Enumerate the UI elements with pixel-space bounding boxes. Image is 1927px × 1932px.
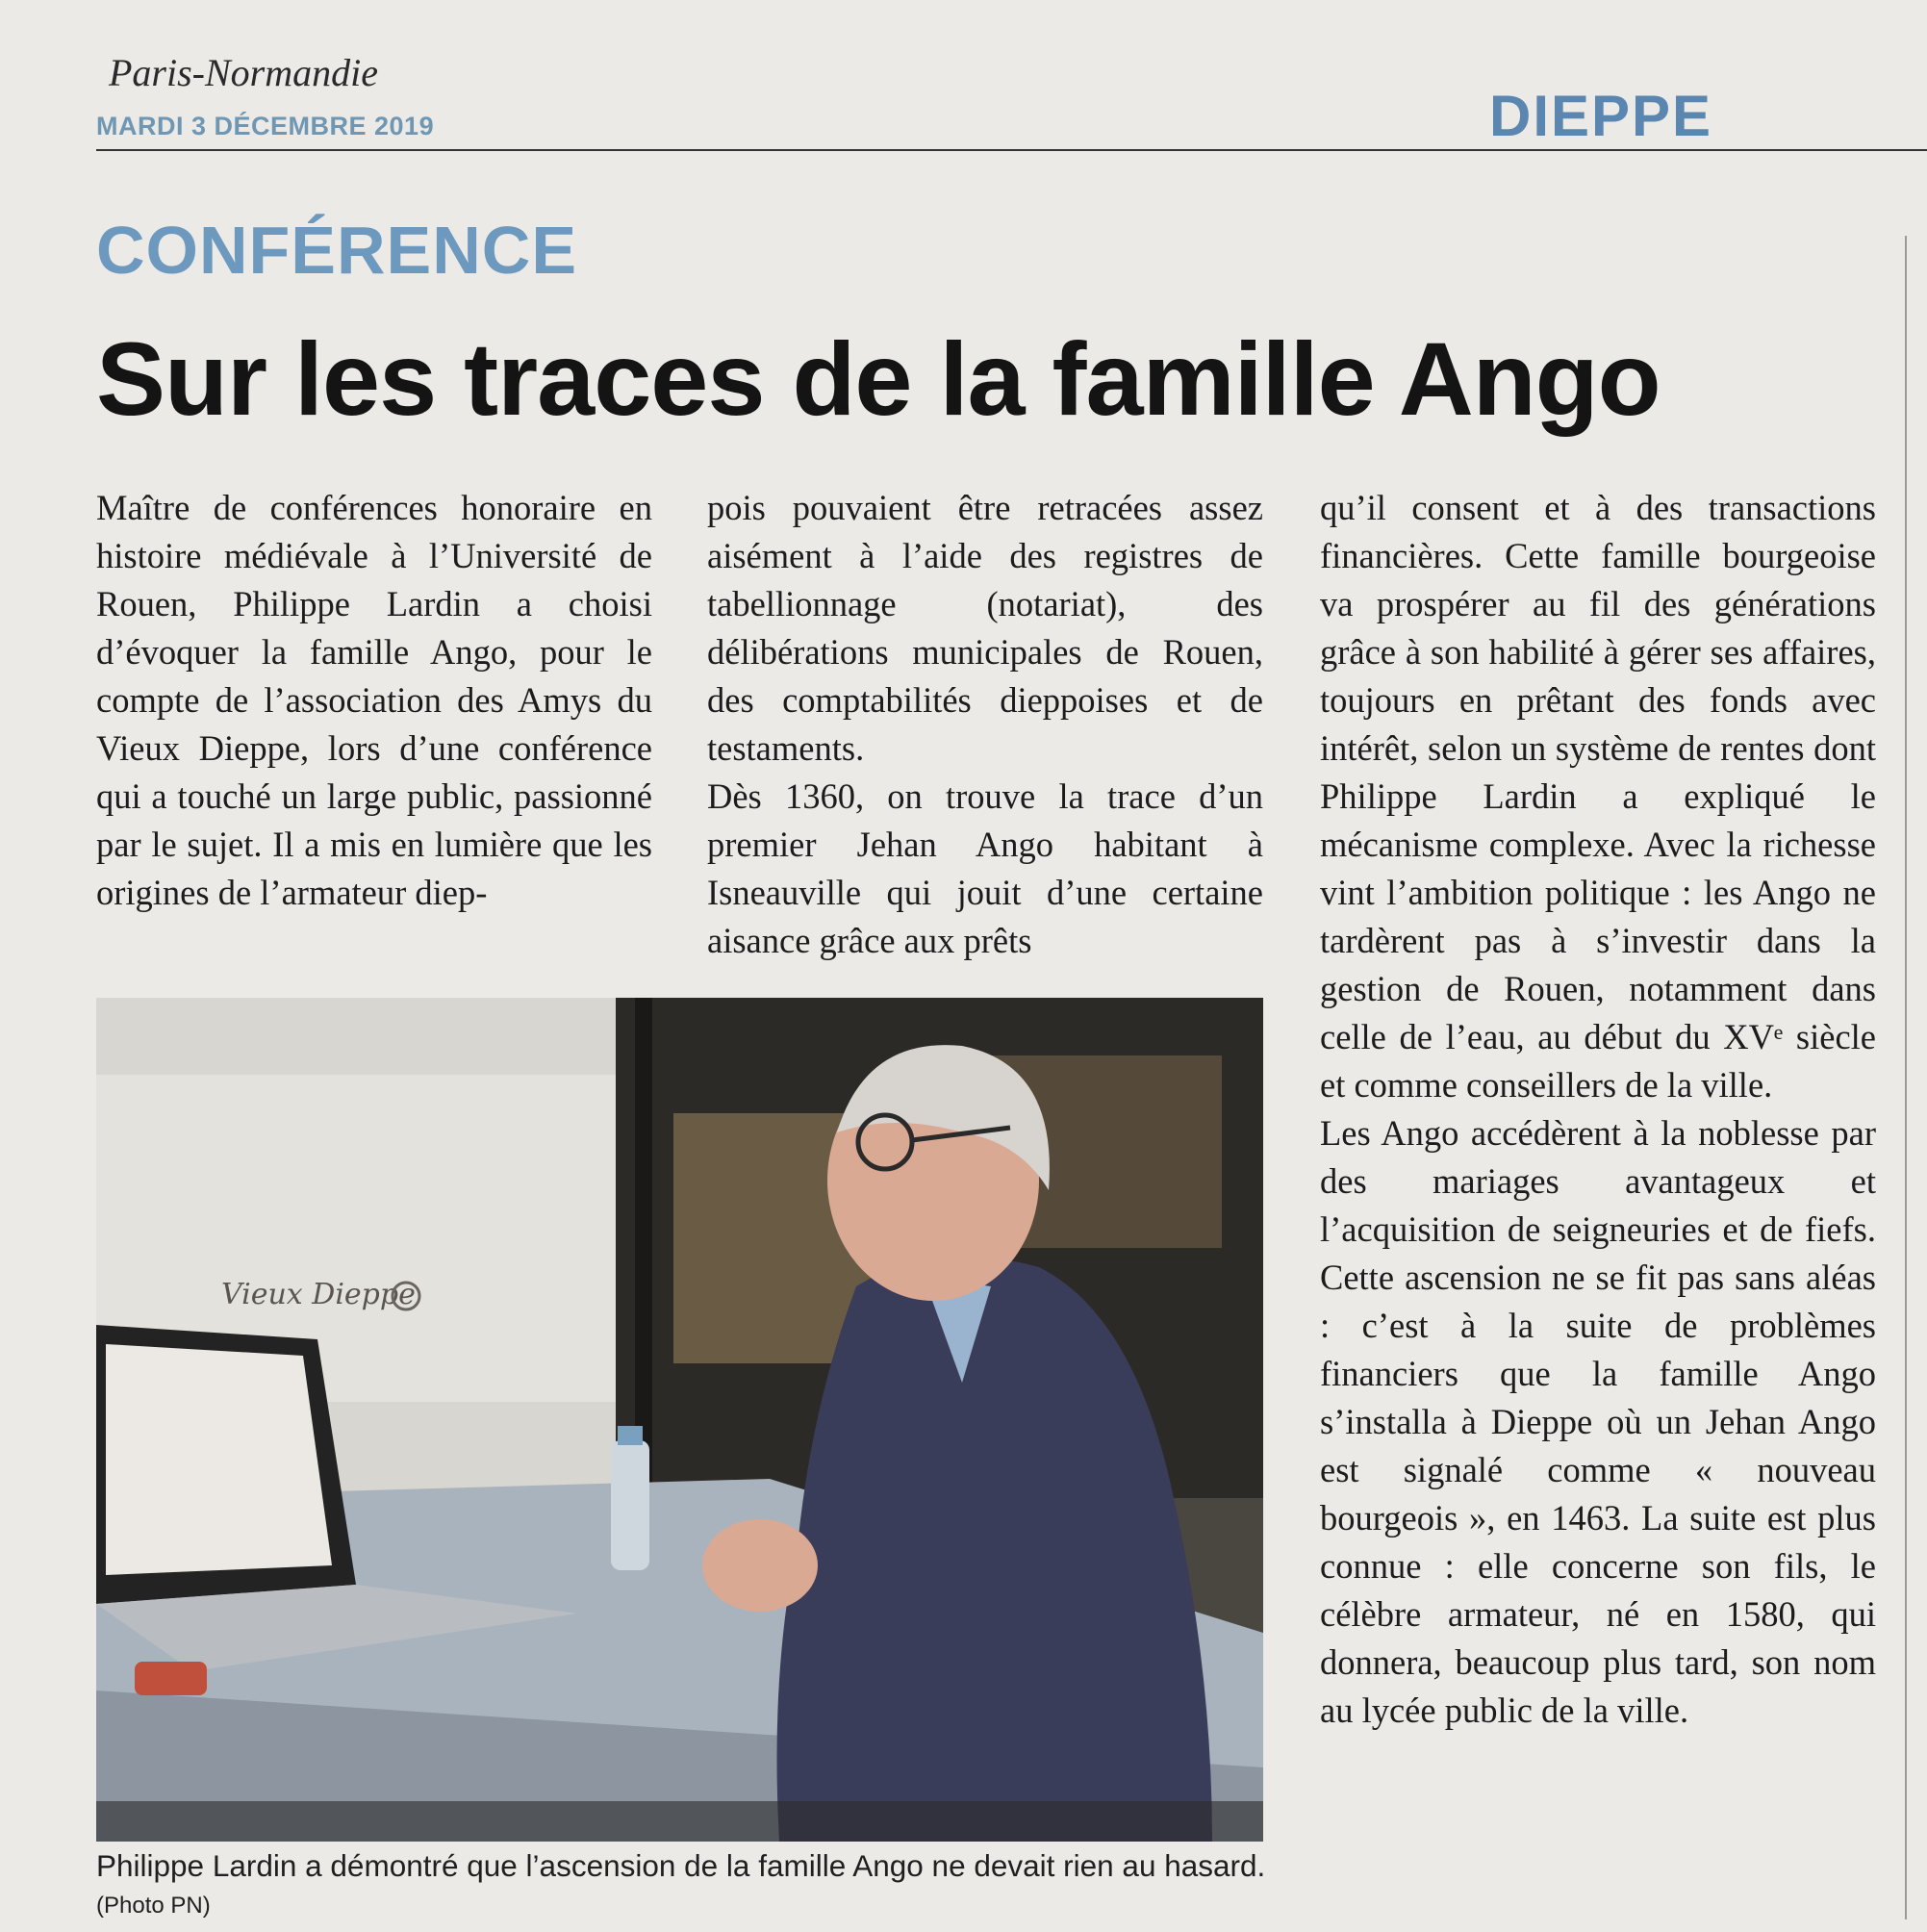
paragraph: Les Ango accédèrent à la noblesse par des mariages avantageux et l’acquisition de seigneuries et de fiefs. Cette ascension ne se fit pas sans aléas : c’est à la suite de problèmes financiers que la famille Ango s’installa à Dieppe où un Jehan Ango est signalé comme « nouveau bourgeois », en 1463. La suite est plus connue : elle concerne son fils, le célèbre armateur, né en 1580, qui donnera, beaucoup plus tard, son nom au lycée public de la ville. bbox=[1320, 1113, 1876, 1730]
article-kicker: CONFÉRENCE bbox=[96, 213, 578, 288]
column-divider bbox=[1905, 236, 1907, 1919]
doorframe bbox=[635, 998, 652, 1498]
photo-credit: (Photo PN) bbox=[96, 1893, 211, 1919]
photo-illustration bbox=[96, 998, 1263, 1842]
paragraph: Maître de conférences honoraire en histoire médiévale à l’Université de Rouen, Philippe Lardin a choisi d’évoquer la famille Ango, pour le compte de l’association des Amys du Vieux Dieppe, lors d’une conférence qui a touché un large public, passionné par le sujet. Il a mis en lumière que les origines de l’armateur diep- bbox=[96, 488, 652, 912]
red-object bbox=[135, 1662, 207, 1695]
article-column-2 bbox=[707, 484, 1263, 965]
issue-date: MARDI 3 DÉCEMBRE 2019 bbox=[96, 112, 435, 140]
photo-sign: Vieux Dieppe bbox=[221, 1278, 416, 1311]
paragraph: pois pouvaient être retracées assez aisément à l’aide des registres de tabellionnage (notariat), des délibérations municipales de Rouen, des comptabilités dieppoises et de testaments. bbox=[707, 488, 1263, 768]
water-bottle bbox=[611, 1440, 649, 1570]
laptop-screen bbox=[106, 1344, 332, 1575]
header-divider bbox=[96, 149, 1927, 151]
article-column-1 bbox=[96, 484, 652, 917]
man-hand bbox=[702, 1519, 818, 1612]
paragraph: qu’il consent et à des transactions financières. Cette famille bourgeoise va prospérer au fil des générations grâce à son habilité à gérer ses affaires, toujours en prêtant des fonds avec intérêt, selon un système de rentes dont Philippe Lardin a expliqué le mécanisme complexe. Avec la richesse vint l’ambition politique : les Ango ne tardèrent pas à s’investir dans la gestion de Rouen, notamment dans celle de l’eau, au début du XVᵉ siècle et comme conseillers de la ville. bbox=[1320, 488, 1876, 1105]
section-title: DIEPPE bbox=[1489, 84, 1713, 148]
bottle-cap bbox=[618, 1426, 643, 1445]
caption-text: Philippe Lardin a démontré que l’ascension de la famille Ango ne devait rien au hasard. bbox=[96, 1848, 1266, 1883]
newspaper-name: Paris-Normandie bbox=[109, 51, 378, 94]
article-photo bbox=[96, 998, 1263, 1842]
desk-shadow bbox=[96, 1801, 1263, 1842]
paragraph: Dès 1360, on trouve la trace d’un premier Jehan Ango habitant à Isneauville qui jouit d’une certaine aisance grâce aux prêts bbox=[707, 776, 1263, 960]
photo-caption bbox=[96, 1847, 1270, 1924]
article-column-3 bbox=[1320, 484, 1876, 1735]
article-headline: Sur les traces de la famille Ango bbox=[96, 320, 1661, 437]
